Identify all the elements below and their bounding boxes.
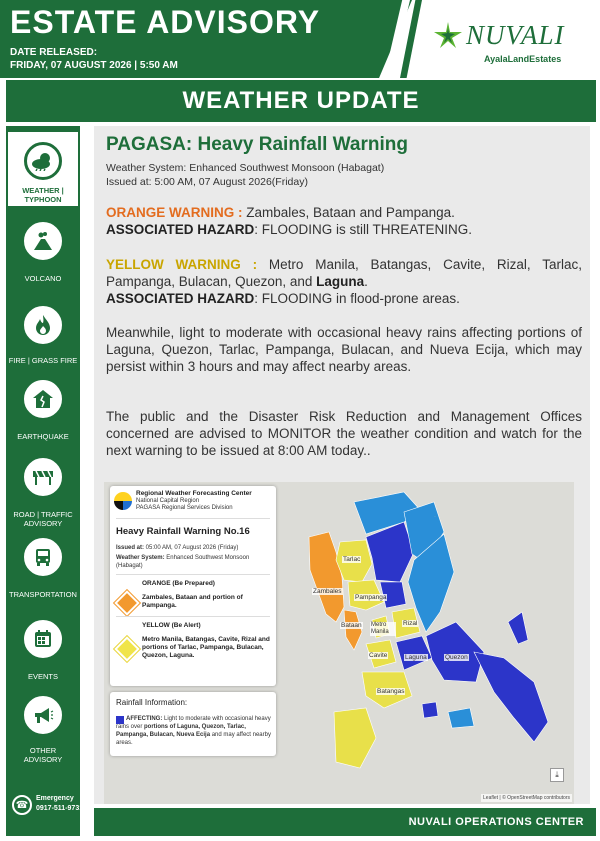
card-title: Heavy Rainfall Warning No.16 [116,526,250,537]
rainfall-info-card [110,692,276,756]
yellow-end: . [364,274,368,289]
card-org-region: National Capital Region [136,498,200,504]
category-sidebar [6,126,80,836]
fire-icon [24,306,62,344]
sidebar-item-label: OTHER ADVISORY [23,746,63,764]
romblon-region [448,708,474,728]
sidebar-item-label: WEATHER | TYPHOON [22,186,64,204]
sidebar-item-label: EARTHQUAKE [17,432,69,441]
card-orange-text: Zambales, Bataan and portion of Pampanga. [142,594,243,609]
card-issued: Issued at: 05:00 AM, 07 August 2026 (Friday) [116,545,239,551]
calendar-icon [24,620,62,658]
advisory-panel [94,126,590,804]
map-label-zambales: Zambales [313,588,342,595]
yellow-warning-label: YELLOW WARNING : [106,257,258,272]
weather-icon [24,142,62,180]
sidebar-item-label: VOLCANO [24,274,62,283]
nuvali-star-icon [432,20,464,50]
yellow-warning-areas: Metro Manila, Batangas, Cavite, Rizal, Tarlac, Pampanga, Bulacan, Quezon, and [106,257,582,289]
divider [116,616,270,617]
public-advisory-paragraph: The public and the Disaster Risk Reduction and Management Offices concerned are advised to MONITOR the weather condition and watch for the next warning to be issued at 8:00 AM today.. [106,409,582,458]
page-title: ESTATE ADVISORY [10,4,321,40]
card-orange-head: ORANGE (Be Prepared) [142,580,215,587]
logo-wordmark: NUVALI [466,20,565,50]
map-label-quezon: Quezon [445,654,468,661]
date-label: DATE RELEASED: [10,47,98,58]
roadblock-icon [24,458,62,496]
hazard-label: ASSOCIATED HAZARD [106,222,255,237]
issued-time: Issued at: 5:00 AM, 07 August 2026(Friday) [106,176,308,188]
map-label-cavite: Cavite [369,652,388,659]
orange-hazard: : FLOODING is still THREATENING. [254,222,473,237]
card-weather-system: Weather System: Enhanced Southwest Monsoon (Habagat) [116,555,250,569]
warning-card [110,486,276,686]
card-org-division: PAGASA Regional Services Division [136,505,233,511]
sidebar-item-fire[interactable] [6,306,80,376]
hazard-label: ASSOCIATED HAZARD [106,291,255,306]
sidebar-item-other-advisory[interactable] [6,696,80,776]
megaphone-icon [24,696,62,734]
map-label-batangas: Batangas [377,688,405,695]
rainfall-map[interactable] [104,482,574,804]
divider [116,574,270,575]
orange-warning-areas: Zambales, Bataan and Pampanga. [242,205,455,220]
bicol-region [474,652,548,742]
laguna-region [396,636,432,670]
download-icon[interactable]: ⤓ [550,768,564,782]
section-banner: WEATHER UPDATE [6,80,596,122]
emergency-contact[interactable] [6,792,86,820]
footer: NUVALI OPERATIONS CENTER [94,808,596,836]
card-yellow-head: YELLOW (Be Alert) [142,622,201,629]
pagasa-logo-icon [114,492,132,510]
yellow-hazard: : FLOODING in flood-prone areas. [254,291,460,306]
catanduanes-region [508,612,528,644]
earthquake-icon [24,380,62,418]
map-label-tarlac: Tarlac [343,556,361,563]
sidebar-item-label: EVENTS [27,672,58,681]
bus-icon [24,538,62,576]
nuvali-logo [432,20,582,68]
logo-subtext: AyalaLandEstates [484,54,562,64]
sidebar-item-label: ROAD | TRAFFIC ADVISORY [13,510,73,528]
sidebar-item-events[interactable] [6,620,80,690]
divider [116,518,270,519]
map-label-bataan: Bataan [341,622,362,629]
rainfall-info-text: AFFECTING: Light to moderate with occasional heavy rains over portions of Laguna, Quezon, Tarlac, Pampanga, Bulacan, Nueva Ecija and may affect nearby areas. [116,716,271,746]
map-attribution[interactable]: Leaflet | © OpenStreetMap contributors [483,795,570,801]
meanwhile-paragraph: Meanwhile, light to moderate with occasional heavy rains affecting portions of Laguna, Quezon, Tarlac, Pampanga, Bulacan, and Nueva Ecija, which may persist within 3 hours and may affect nearby areas. [106,325,582,374]
orange-warning-label: ORANGE WARNING : [106,205,243,220]
mindoro-region [334,708,376,768]
sidebar-item-label: TRANSPORTATION [9,590,77,599]
volcano-icon [24,222,62,260]
weather-system: Weather System: Enhanced Southwest Monsoon (Habagat) [106,162,385,174]
yellow-warning-icon [114,636,139,661]
sidebar-item-transportation[interactable] [6,538,80,608]
header [0,0,600,78]
map-label-pampanga: Pampanga [355,594,387,601]
map-label-rizal: Rizal [403,620,418,627]
sidebar-item-weather[interactable] [6,130,80,208]
marinduque-region [422,702,438,718]
emergency-phone: 0917-511-9731 [36,805,84,812]
map-label-laguna: Laguna [405,654,427,661]
map-label-metro-manila: Metro Manila [370,622,396,636]
sidebar-item-volcano[interactable] [6,222,80,292]
sidebar-item-label: FIRE | GRASS FIRE [8,356,78,365]
date-value: FRIDAY, 07 AUGUST 2026 | 5:50 AM [10,60,178,71]
orange-warning-block [106,204,582,238]
advisory-title: PAGASA: Heavy Rainfall Warning [106,134,408,155]
rainfall-info-title: Rainfall Information: [116,698,188,707]
card-org: Regional Weather Forecasting Center [136,490,252,497]
emergency-label: Emergency [36,795,74,802]
bataan-region [344,610,362,650]
yellow-bold-area: Laguna [316,274,365,289]
card-yellow-text: Metro Manila, Batangas, Cavite, Rizal and portions of Tarlac, Pampanga, Bulacan, Quezon, Laguna. [142,636,270,659]
yellow-warning-block [106,256,582,307]
sidebar-item-road-traffic[interactable] [6,458,80,528]
sea-label: · [434,514,437,520]
zambales-region [309,532,344,622]
sidebar-item-earthquake[interactable] [6,380,80,450]
phone-icon: ☎ [12,795,32,815]
orange-warning-icon [114,590,139,615]
